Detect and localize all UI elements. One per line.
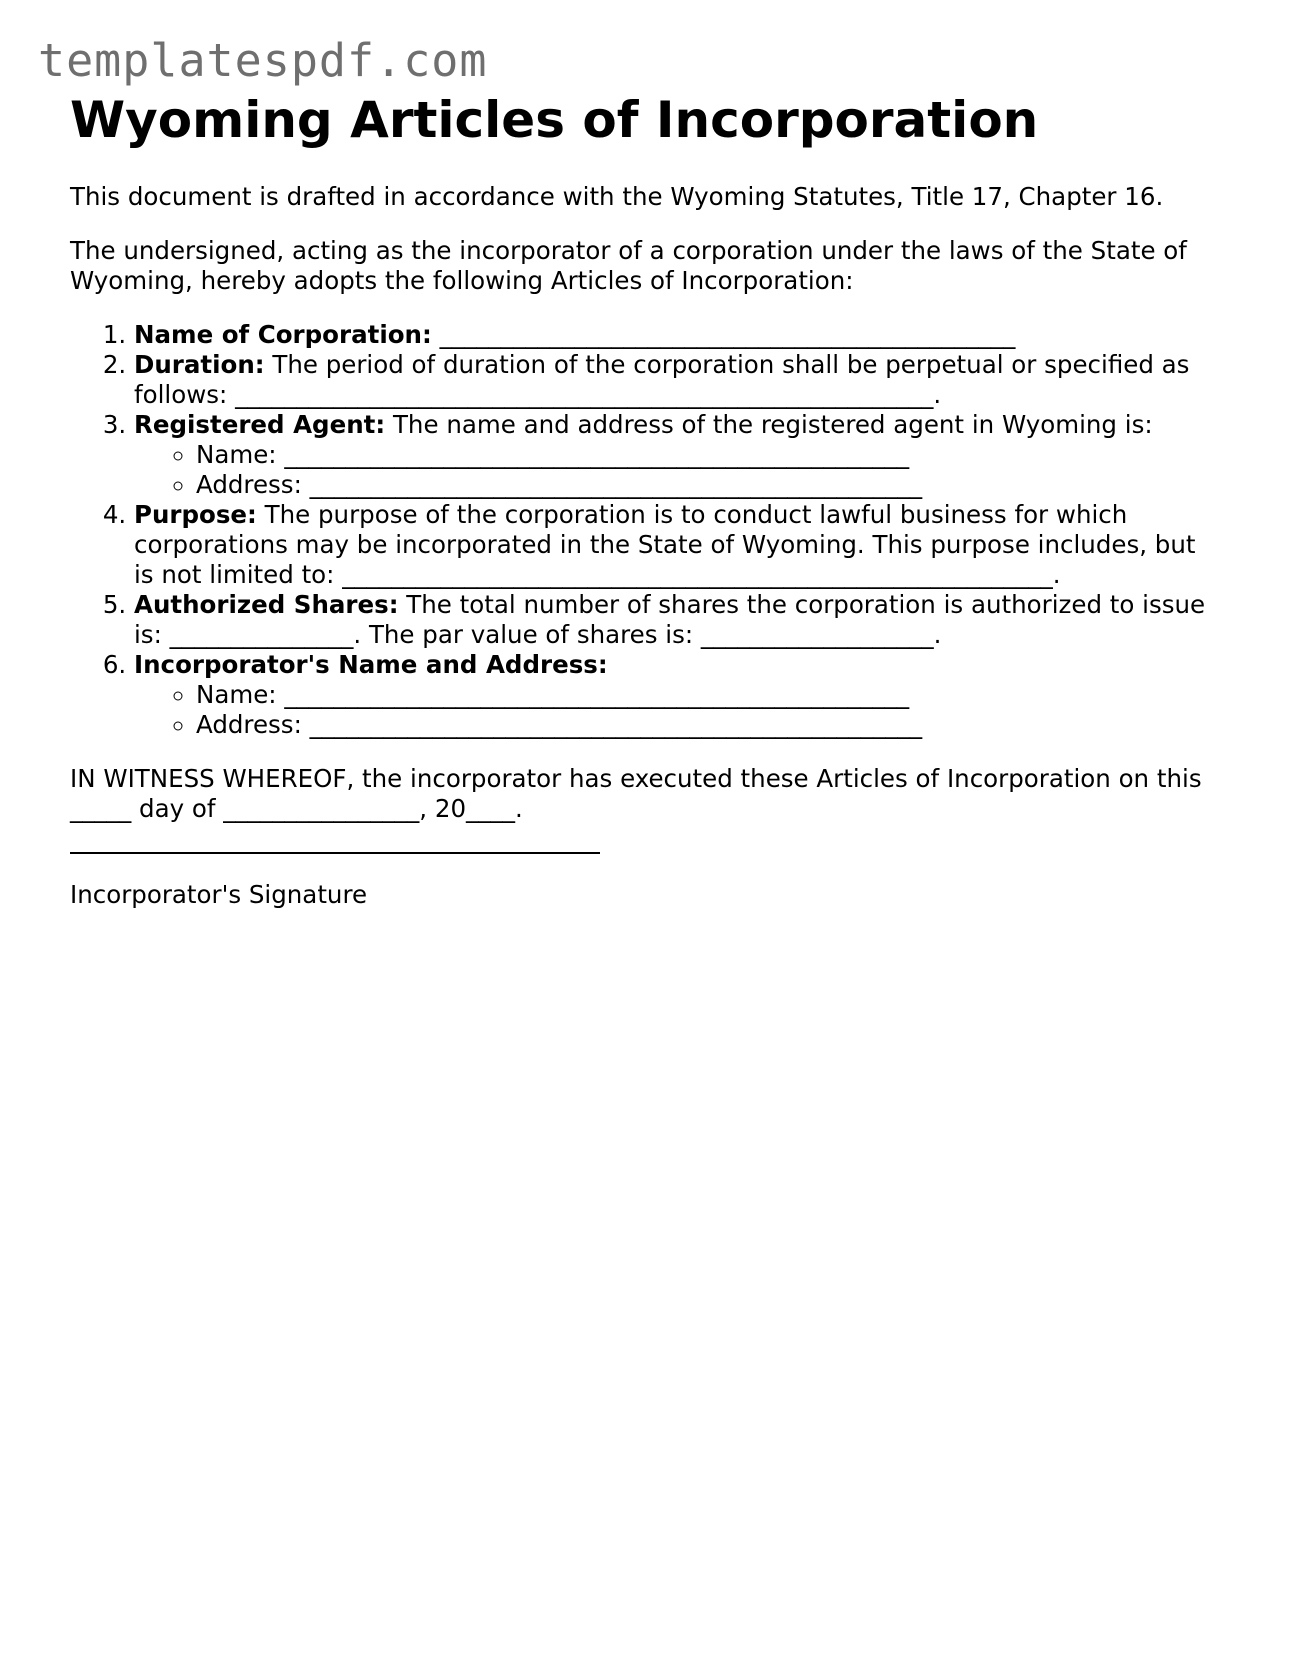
article-label: Name of Corporation:	[134, 320, 432, 349]
article-label: Duration:	[134, 350, 265, 379]
article-item-incorporator	[134, 650, 1220, 740]
document-page	[70, 88, 1220, 910]
article-item-name-of-corporation	[134, 320, 1220, 350]
article-text: The name and address of the registered agent in Wyoming is:	[385, 410, 1153, 439]
document-title: Wyoming Articles of Incorporation	[70, 91, 1039, 149]
articles-list	[70, 320, 1220, 740]
article-item-registered-agent	[134, 410, 1220, 500]
signature-label: Incorporator's Signature	[70, 880, 368, 909]
incorporator-address-field: ◦ Address: __________________________________________________	[196, 710, 1220, 740]
signature-line	[70, 852, 600, 854]
article-item-purpose	[134, 500, 1220, 590]
witness-paragraph: IN WITNESS WHEREOF, the incorporator has executed these Articles of Incorporation on this _____ day of ________________, 20____.	[70, 764, 1202, 823]
article-text: The purpose of the corporation is to conduct lawful business for which corporations may be incorporated in the State of Wyoming. This purpose includes, but is not limited to: __________________________________________________________.	[134, 500, 1196, 589]
article-text: The period of duration of the corporation shall be perpetual or specified as follows: _________________________________________________________.	[134, 350, 1190, 409]
intro-paragraph: This document is drafted in accordance with the Wyoming Statutes, Title 17, Chapter 16.	[70, 182, 1164, 211]
article-text: _______________________________________________	[431, 320, 1016, 349]
article-label: Authorized Shares:	[134, 590, 399, 619]
article-label: Purpose:	[134, 500, 257, 529]
article-item-authorized-shares	[134, 590, 1220, 650]
registered-agent-name-field: ◦ Name: ___________________________________________________	[196, 440, 1220, 470]
watermark: templatespdf.com	[38, 34, 488, 87]
article-label: Incorporator's Name and Address:	[134, 650, 608, 679]
preamble-paragraph: The undersigned, acting as the incorporator of a corporation under the laws of the State of Wyoming, hereby adopts the following Articles of Incorporation:	[70, 236, 1187, 295]
registered-agent-address-field: ◦ Address: __________________________________________________	[196, 470, 1220, 500]
registered-agent-sublist	[134, 440, 1220, 500]
incorporator-name-field: ◦ Name: ___________________________________________________	[196, 680, 1220, 710]
article-item-duration	[134, 350, 1220, 410]
article-label: Registered Agent:	[134, 410, 386, 439]
article-text: The total number of shares the corporation is authorized to issue is: _______________. The par value of shares is: ___________________.	[134, 590, 1206, 649]
incorporator-sublist	[134, 680, 1220, 740]
